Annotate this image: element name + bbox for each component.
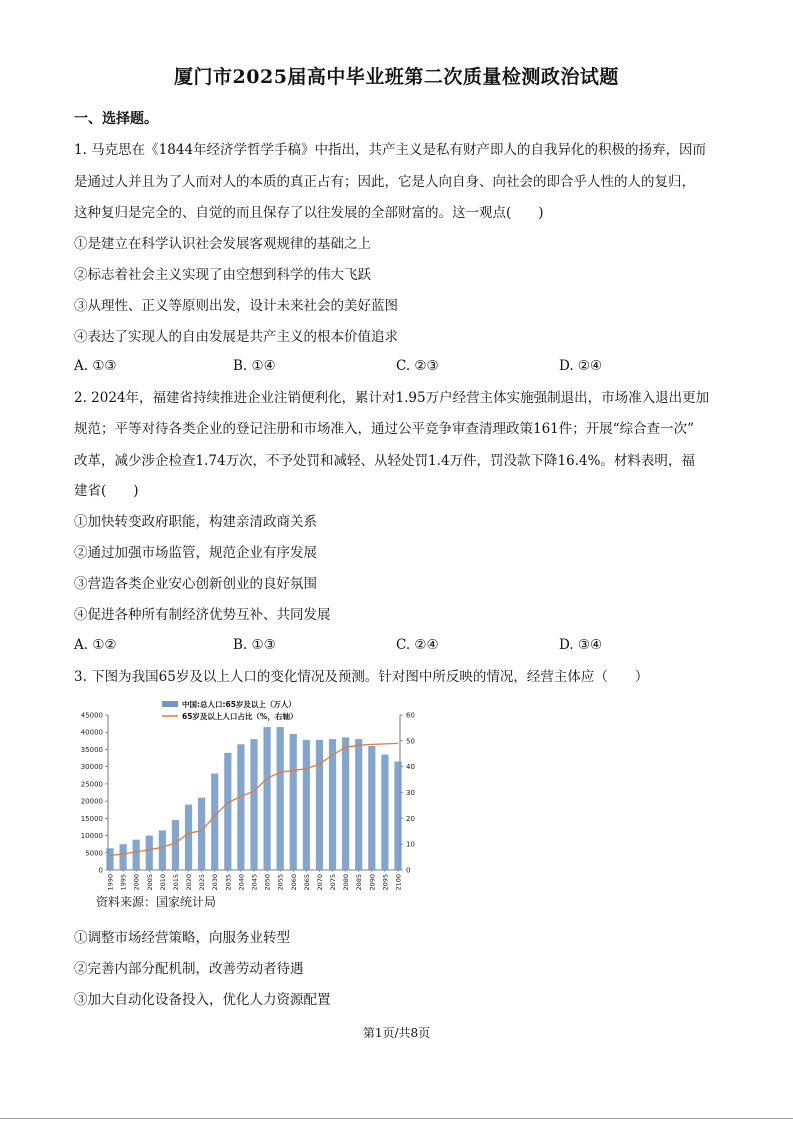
x-tick-label: 2075 <box>329 874 338 891</box>
right-tick-label: 60 <box>406 711 415 720</box>
x-tick-label: 2025 <box>198 874 207 891</box>
q1-item-1: ①是建立在科学认识社会发展客观规律的基础之上 <box>74 236 371 252</box>
q2-item-1: ①加快转变政府职能，构建亲清政商关系 <box>74 514 317 530</box>
q2-option-d[interactable]: D. ③④ <box>559 637 603 653</box>
x-tick-label: 2060 <box>289 874 298 891</box>
bar <box>237 744 244 870</box>
bar <box>185 805 192 870</box>
x-tick-label: 2020 <box>185 874 194 891</box>
q1-stem-line-1: 1. 马克思在《1844年经济学哲学手稿》中指出，共产主义是私有财产即人的自我异化的积极的扬弃，因而 <box>74 142 707 158</box>
x-tick-label: 2070 <box>315 874 324 891</box>
right-tick-label: 0 <box>406 866 411 875</box>
q2-stem-line-2: 规范；平等对待各类企业的登记注册和市场准入，通过公平竞争审查清理政策161件；开展“综合查一次” <box>74 421 695 437</box>
left-tick-label: 0 <box>98 866 103 875</box>
x-tick-label: 2080 <box>342 874 351 891</box>
q1-option-d[interactable]: D. ②④ <box>559 358 603 374</box>
right-tick-label: 50 <box>406 737 415 746</box>
x-tick-label: 2000 <box>132 874 141 891</box>
page-title: 厦门市2025届高中毕业班第二次质量检测政治试题 <box>174 66 619 88</box>
q1-stem-line-2: 是通过人并且为了人而对人的本质的真正占有；因此，它是人向自身、向社会的即合乎人性的人的复归， <box>74 174 695 190</box>
x-tick-label: 2085 <box>355 874 364 891</box>
bar <box>106 848 113 870</box>
q1-option-c[interactable]: C. ②③ <box>396 358 439 374</box>
bar <box>277 727 284 870</box>
left-tick-label: 45000 <box>80 711 103 720</box>
right-tick-label: 10 <box>406 840 415 849</box>
legend-bar-swatch <box>162 701 178 707</box>
q2-option-c[interactable]: C. ②④ <box>396 637 439 653</box>
left-tick-label: 35000 <box>80 745 103 754</box>
bar <box>355 739 362 870</box>
population-chart <box>74 698 414 898</box>
x-tick-label: 2090 <box>368 874 377 891</box>
q1-option-a[interactable]: A. ①③ <box>74 358 117 374</box>
x-tick-label: 2095 <box>381 874 390 891</box>
right-tick-label: 20 <box>406 814 415 823</box>
bar <box>394 762 401 871</box>
q1-stem-line-3: 这种复归是完全的、自觉的而且保存了以往发展的全部财富的。这一观点( ) <box>74 205 544 221</box>
bar <box>119 844 126 870</box>
x-tick-label: 2045 <box>250 874 259 891</box>
x-tick-label: 2010 <box>158 874 167 891</box>
left-tick-label: 20000 <box>80 797 103 806</box>
bar <box>211 774 218 870</box>
legend-line-label: 65岁及以上人口占比（%，右轴） <box>182 712 298 721</box>
x-tick-label: 2035 <box>224 874 233 891</box>
x-tick-label: 2100 <box>394 874 403 891</box>
q3-item-2: ②完善内部分配机制，改善劳动者待遇 <box>74 961 304 977</box>
bar <box>303 740 310 870</box>
bar <box>198 798 205 870</box>
page-footer: 第1页/共8页 <box>362 1026 431 1040</box>
bar <box>250 739 257 870</box>
bar <box>133 840 140 870</box>
q1-option-b[interactable]: B. ①④ <box>233 358 276 374</box>
chart-source: 资料来源：国家统计局 <box>96 895 217 909</box>
left-tick-label: 15000 <box>80 814 103 823</box>
bottom-rule <box>0 1118 793 1119</box>
q2-stem-line-4: 建省( ) <box>74 483 139 499</box>
q2-item-3: ③营造各类企业安心创新创业的良好氛围 <box>74 576 317 592</box>
left-tick-label: 40000 <box>80 728 103 737</box>
q2-option-a[interactable]: A. ①② <box>74 637 117 653</box>
q1-item-3: ③从理性、正义等原则出发，设计未来社会的美好蓝图 <box>74 298 398 314</box>
x-tick-label: 2055 <box>276 874 285 891</box>
q2-option-b[interactable]: B. ①③ <box>233 637 276 653</box>
x-tick-label: 2030 <box>211 874 220 891</box>
q2-stem-line-3: 改革，减少涉企检查1.74万次，不予处罚和减轻、从轻处罚1.4万件，罚没款下降16.4%。材料表明，福 <box>74 453 695 469</box>
legend-bar-label: 中国:总人口:65岁及以上（万人） <box>182 700 296 709</box>
q2-stem-line-1: 2. 2024年，福建省持续推进企业注销便利化，累计对1.95万户经营主体实施强制退出，市场准入退出更加 <box>74 390 710 406</box>
bar <box>316 740 323 870</box>
bar <box>368 746 375 870</box>
left-tick-label: 10000 <box>80 832 103 841</box>
x-tick-label: 2005 <box>145 874 154 891</box>
q2-item-2: ②通过加强市场监管，规范企业有序发展 <box>74 545 317 561</box>
bar <box>329 739 336 870</box>
bar <box>146 836 153 870</box>
right-tick-label: 40 <box>406 763 415 772</box>
x-tick-label: 2040 <box>237 874 246 891</box>
q3-item-3: ③加大自动化设备投入，优化人力资源配置 <box>74 992 331 1008</box>
section-heading: 一、选择题。 <box>74 111 158 127</box>
left-tick-label: 30000 <box>80 763 103 772</box>
x-tick-label: 2015 <box>171 874 180 891</box>
bar <box>263 727 270 870</box>
bar <box>172 820 179 870</box>
x-tick-label: 2050 <box>263 874 272 891</box>
bar <box>290 734 297 870</box>
right-tick-label: 30 <box>406 789 415 797</box>
bar <box>381 755 388 870</box>
bar <box>342 737 349 870</box>
q1-item-4: ④表达了实现人的自由发展是共产主义的根本价值追求 <box>74 329 398 345</box>
bar <box>224 753 231 870</box>
left-tick-label: 5000 <box>85 849 103 858</box>
x-tick-label: 1990 <box>106 874 115 891</box>
left-tick-label: 25000 <box>80 780 103 789</box>
q3-stem: 3. 下图为我国65岁及以上人口的变化情况及预测。针对图中所反映的情况，经营主体应（ ） <box>74 669 649 685</box>
x-tick-label: 1995 <box>119 874 128 891</box>
bar <box>159 830 166 870</box>
q3-item-1: ①调整市场经营策略，向服务业转型 <box>74 930 290 946</box>
q2-item-4: ④促进各种所有制经济优势互补、共同发展 <box>74 607 331 623</box>
x-tick-label: 2065 <box>302 874 311 891</box>
q1-item-2: ②标志着社会主义实现了由空想到科学的伟大飞跃 <box>74 267 371 283</box>
